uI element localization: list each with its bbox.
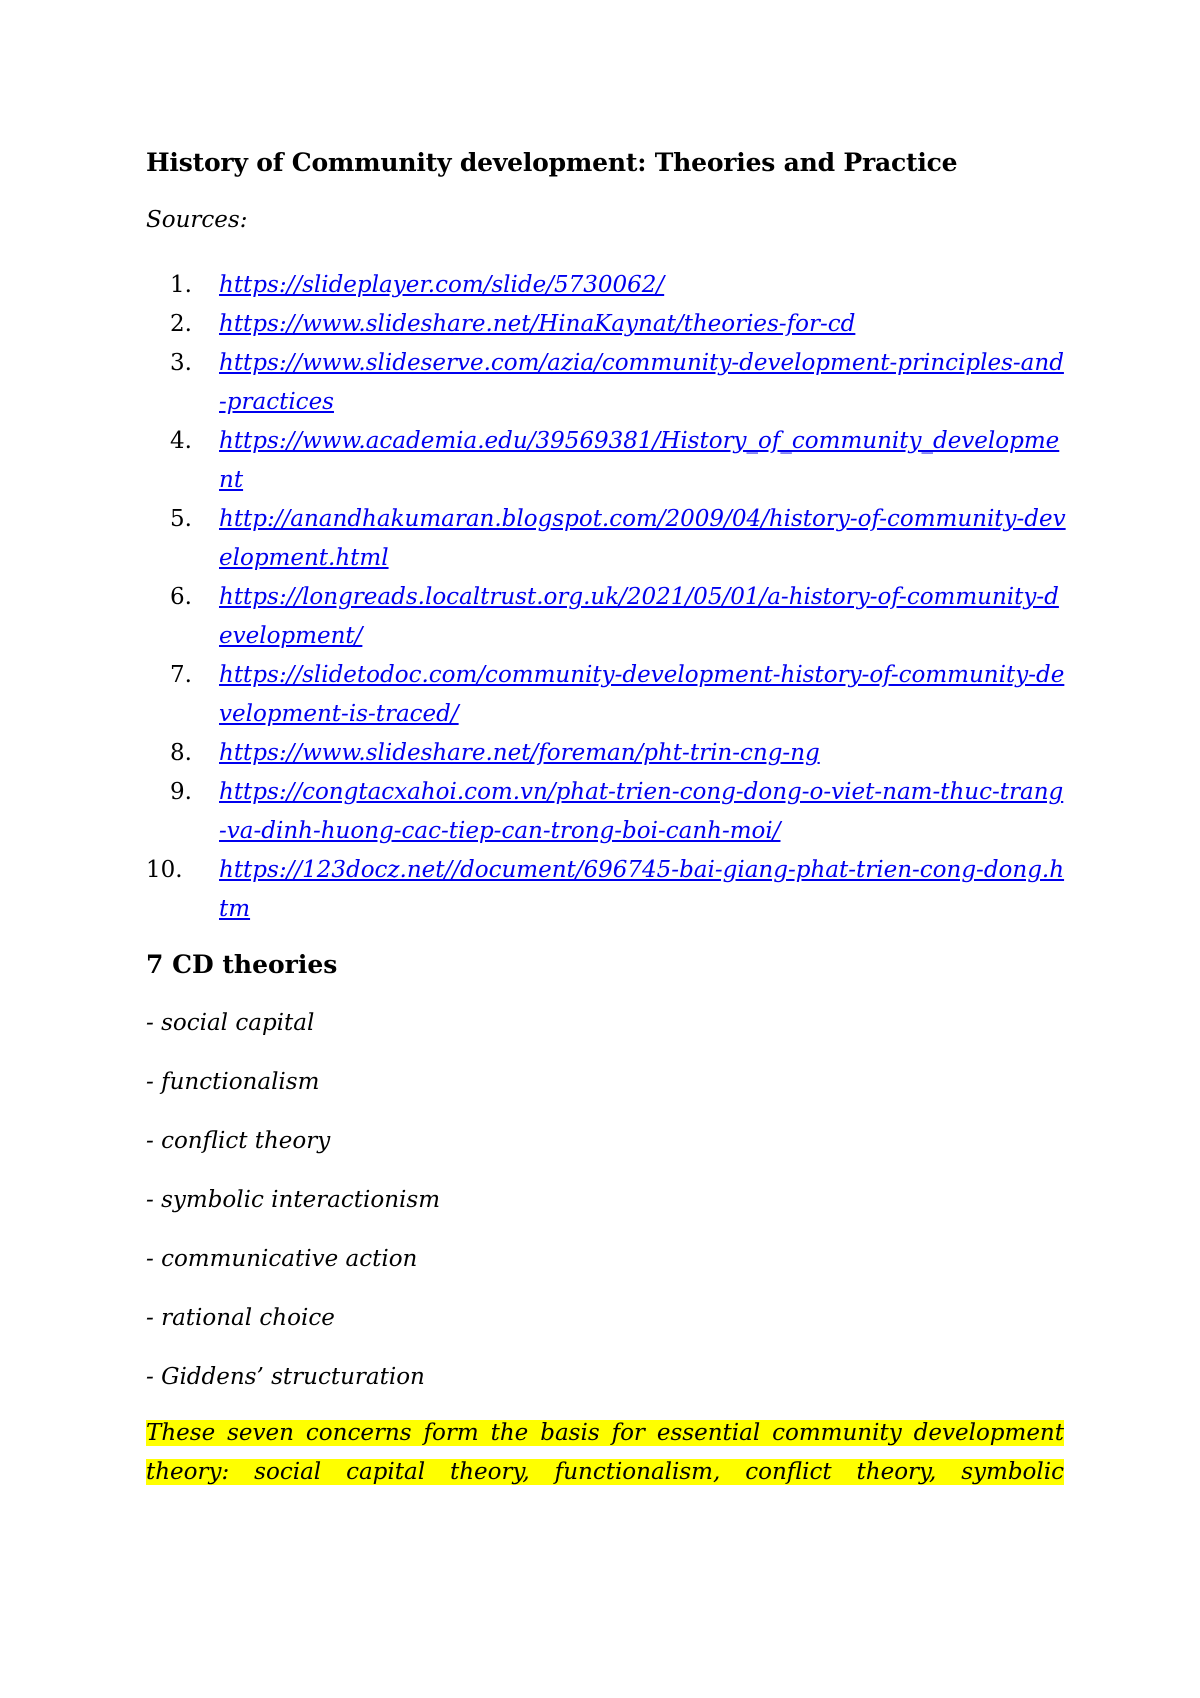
source-item bbox=[146, 500, 1066, 578]
source-link[interactable]: https://www.slideshare.net/HinaKaynat/theories-for-cd bbox=[219, 311, 856, 337]
source-link[interactable]: https://123docz.net//document/696745-bai-giang-phat-trien-cong-dong.htm bbox=[219, 857, 1065, 922]
source-number: 3. bbox=[170, 350, 192, 376]
source-number: 2. bbox=[170, 311, 192, 337]
source-item bbox=[146, 305, 1066, 344]
theory-item: - communicative action bbox=[146, 1246, 418, 1272]
source-link[interactable]: https://www.slideserve.com/azia/community-development-principles-and-practices bbox=[219, 350, 1064, 415]
source-number: 7. bbox=[170, 662, 192, 688]
source-number: 8. bbox=[170, 740, 192, 766]
theory-item: - functionalism bbox=[146, 1069, 320, 1095]
theory-item: - rational choice bbox=[146, 1305, 335, 1331]
theory-list bbox=[146, 1008, 440, 1421]
source-number: 4. bbox=[170, 428, 192, 454]
source-link[interactable]: http://anandhakumaran.blogspot.com/2009/04/history-of-community-development.html bbox=[219, 506, 1066, 571]
source-link[interactable]: https://slideplayer.com/slide/5730062/ bbox=[219, 272, 665, 298]
source-item bbox=[146, 773, 1066, 851]
source-item bbox=[146, 422, 1066, 500]
source-item bbox=[146, 734, 1066, 773]
document-title: History of Community development: Theories and Practice bbox=[146, 148, 958, 177]
source-item bbox=[146, 656, 1066, 734]
theory-item: - symbolic interactionism bbox=[146, 1187, 441, 1213]
sources-label: Sources: bbox=[146, 207, 248, 233]
theories-heading: 7 CD theories bbox=[146, 950, 338, 979]
source-number: 1. bbox=[170, 272, 192, 298]
source-item bbox=[146, 851, 1066, 929]
highlighted-summary-paragraph bbox=[146, 1414, 1064, 1492]
source-link[interactable]: https://slidetodoc.com/community-development-history-of-community-development-is-traced/ bbox=[219, 662, 1065, 727]
source-link[interactable]: https://www.academia.edu/39569381/History_of_community_development bbox=[219, 428, 1060, 493]
source-number: 9. bbox=[170, 779, 192, 805]
source-link[interactable]: https://longreads.localtrust.org.uk/2021/05/01/a-history-of-community-development/ bbox=[219, 584, 1059, 649]
source-item bbox=[146, 266, 1066, 305]
highlighted-summary-text: These seven concerns form the basis for essential community development theory: social capital theory, functionalism, conflict theory, symbolic bbox=[146, 1420, 1064, 1485]
source-link[interactable]: https://congtacxahoi.com.vn/phat-trien-cong-dong-o-viet-nam-thuc-trang-va-dinh-huong-cac-tiep-can-trong-boi-canh-moi/ bbox=[219, 779, 1064, 844]
source-number: 5. bbox=[170, 506, 192, 532]
theory-item: - social capital bbox=[146, 1010, 315, 1036]
source-item bbox=[146, 344, 1066, 422]
source-link[interactable]: https://www.slideshare.net/foreman/pht-trin-cng-ng bbox=[219, 740, 820, 766]
source-number: 6. bbox=[170, 584, 192, 610]
sources-list bbox=[146, 266, 1066, 929]
source-number: 10. bbox=[146, 857, 183, 883]
theory-item: - Giddens’ structuration bbox=[146, 1364, 425, 1390]
theory-item: - conflict theory bbox=[146, 1128, 331, 1154]
source-item bbox=[146, 578, 1066, 656]
